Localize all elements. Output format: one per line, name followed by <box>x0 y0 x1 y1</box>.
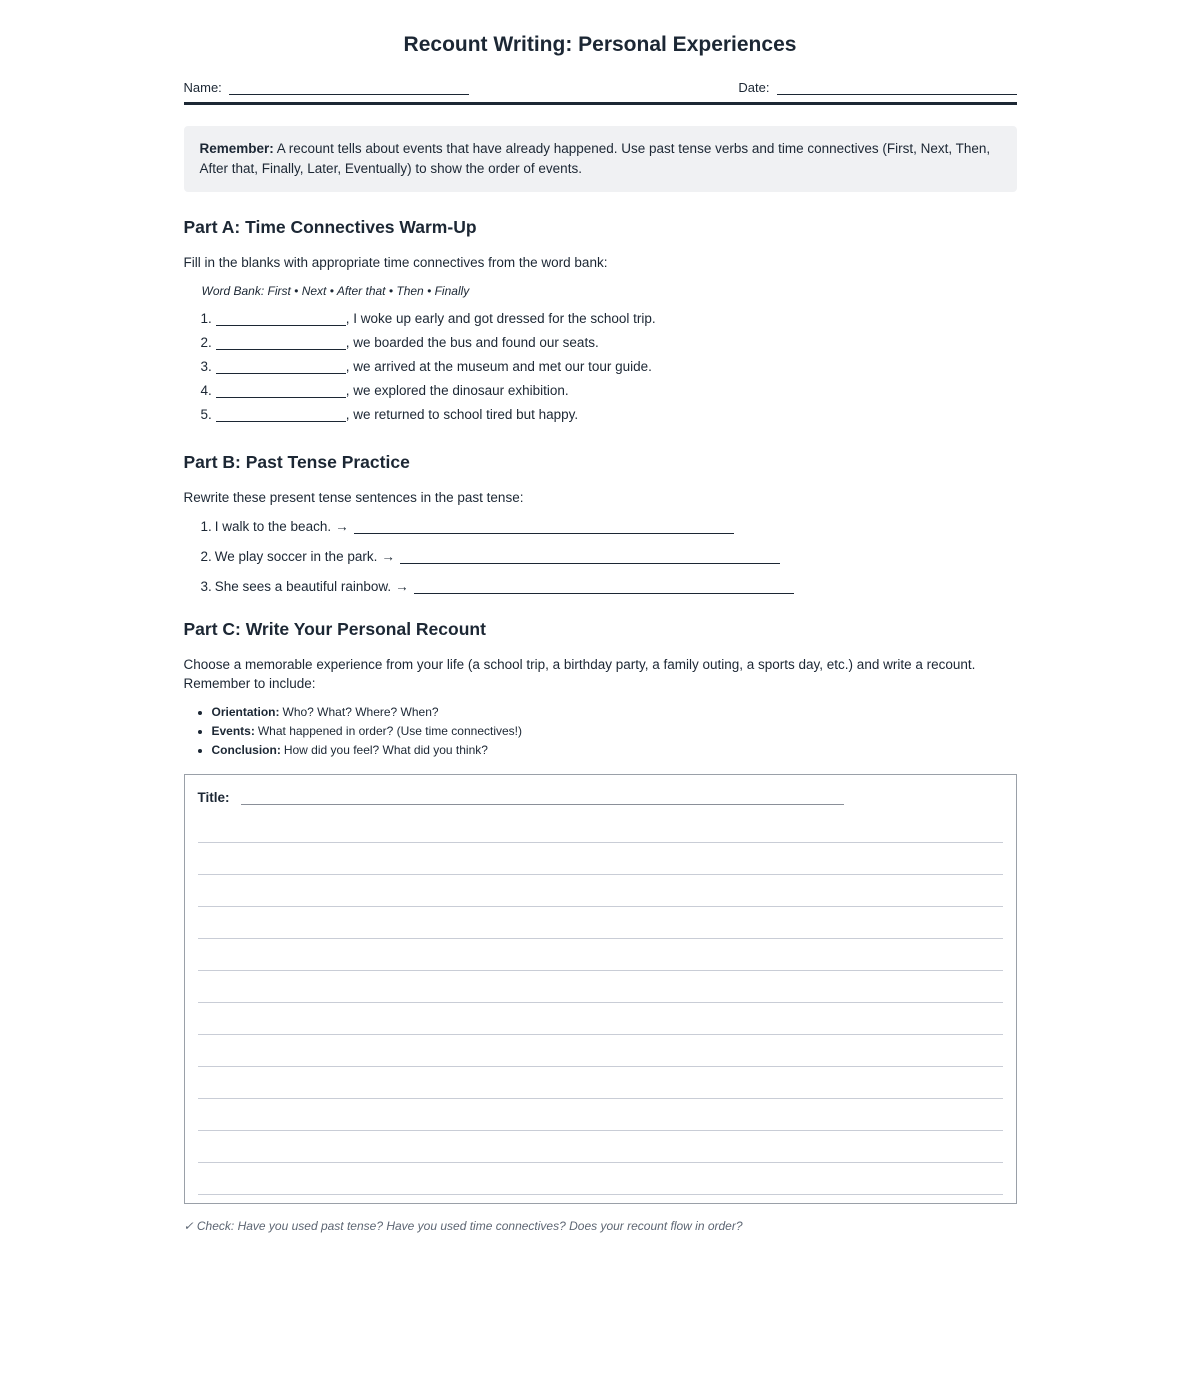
blank-line[interactable] <box>216 349 346 350</box>
item-number: 2. <box>200 549 212 564</box>
ruled-line[interactable] <box>198 907 1003 939</box>
name-date-row <box>184 80 1017 95</box>
checklist-text: Who? What? Where? When? <box>282 705 439 719</box>
recount-checklist <box>184 705 1017 757</box>
rewrite-item <box>201 549 1017 564</box>
remember-lead: Remember: <box>199 141 274 156</box>
check-note: ✓ Check: Have you used past tense? Have you used time connectives? Does your recount flow in order? <box>183 1219 743 1233</box>
checklist-lead: Events: <box>211 724 255 738</box>
checklist-text: How did you feel? What did you think? <box>283 743 488 757</box>
ruled-line[interactable] <box>198 1099 1003 1131</box>
item-text: , we explored the dinosaur exhibition. <box>345 383 569 398</box>
part-a-instructions: Fill in the blanks with appropriate time connectives from the word bank: <box>183 255 608 270</box>
answer-blank-line[interactable] <box>354 533 734 534</box>
worksheet-page <box>184 0 1017 1233</box>
header-divider <box>184 102 1017 105</box>
blank-line[interactable] <box>216 373 346 374</box>
item-text: , I woke up early and got dressed for the school trip. <box>345 311 656 326</box>
fill-blank-item <box>201 355 1017 379</box>
ruled-line[interactable] <box>198 1163 1003 1195</box>
answer-blank-line[interactable] <box>400 563 780 564</box>
ruled-line[interactable] <box>198 811 1003 843</box>
ruled-line[interactable] <box>198 971 1003 1003</box>
blank-line[interactable] <box>216 325 346 326</box>
part-b-list <box>201 519 1017 594</box>
remember-text: A recount tells about events that have already happened. Use past tense verbs and time connectives (First, Next, Then, After that, Finally, Later, Eventually) to show the order of events. <box>199 141 991 176</box>
word-bank: Word Bank: First • Next • After that • Then • Finally <box>201 284 470 298</box>
ruled-line[interactable] <box>198 1131 1003 1163</box>
checklist-text: What happened in order? (Use time connectives!) <box>257 724 522 738</box>
part-b-instructions: Rewrite these present tense sentences in the past tense: <box>183 490 524 505</box>
checklist-lead: Orientation: <box>211 705 280 719</box>
ruled-line[interactable] <box>198 875 1003 907</box>
part-a-heading: Part A: Time Connectives Warm-Up <box>183 217 477 237</box>
name-label: Name: <box>183 80 222 95</box>
checklist-lead: Conclusion: <box>211 743 281 757</box>
name-line[interactable] <box>229 81 469 95</box>
ruled-line[interactable] <box>198 1003 1003 1035</box>
ruled-lines <box>198 811 1003 1195</box>
item-number: 3. <box>200 579 212 594</box>
fill-blank-item <box>201 403 1017 427</box>
fill-blank-item <box>201 307 1017 331</box>
arrow-right-icon: → <box>381 549 395 564</box>
arrow-right-icon: → <box>395 579 409 594</box>
item-number: 2. <box>200 335 212 350</box>
item-number: 1. <box>200 519 212 534</box>
rewrite-item <box>201 519 1017 534</box>
checklist-item <box>212 743 1017 757</box>
date-field <box>738 80 1016 95</box>
ruled-line[interactable] <box>198 843 1003 875</box>
item-text: , we arrived at the museum and met our tour guide. <box>345 359 652 374</box>
part-a-list <box>201 307 1017 427</box>
item-text: I walk to the beach. <box>214 519 332 534</box>
item-text: She sees a beautiful rainbow. <box>214 579 392 594</box>
fill-blank-item <box>201 331 1017 355</box>
item-number: 1. <box>200 311 212 326</box>
checklist-item <box>212 724 1017 738</box>
blank-line[interactable] <box>216 421 346 422</box>
item-text: We play soccer in the park. <box>214 549 378 564</box>
item-text: , we returned to school tired but happy. <box>345 407 579 422</box>
item-text: , we boarded the bus and found our seats. <box>345 335 599 350</box>
ruled-line[interactable] <box>198 939 1003 971</box>
part-c-instructions: Choose a memorable experience from your life (a school trip, a birthday party, a family outing, a sports day, etc.) and write a recount. Remember to include: <box>183 657 976 691</box>
title-label: Title: <box>197 790 230 805</box>
part-c-heading: Part C: Write Your Personal Recount <box>183 619 486 639</box>
date-line[interactable] <box>777 81 1017 95</box>
item-number: 4. <box>200 383 212 398</box>
ruled-line[interactable] <box>198 1035 1003 1067</box>
fill-blank-item <box>201 379 1017 403</box>
name-field <box>184 80 469 95</box>
ruled-line[interactable] <box>198 1067 1003 1099</box>
title-line[interactable] <box>241 791 844 805</box>
date-label: Date: <box>738 80 770 95</box>
item-number: 3. <box>200 359 212 374</box>
remember-box <box>184 126 1017 192</box>
rewrite-item <box>201 579 1017 594</box>
part-b-heading: Part B: Past Tense Practice <box>183 452 410 472</box>
answer-blank-line[interactable] <box>414 593 794 594</box>
item-number: 5. <box>200 407 212 422</box>
blank-line[interactable] <box>216 397 346 398</box>
writing-title-row <box>198 790 1003 805</box>
arrow-right-icon: → <box>335 519 349 534</box>
checklist-item <box>212 705 1017 719</box>
page-title: Recount Writing: Personal Experiences <box>403 33 797 56</box>
writing-box <box>184 774 1017 1204</box>
